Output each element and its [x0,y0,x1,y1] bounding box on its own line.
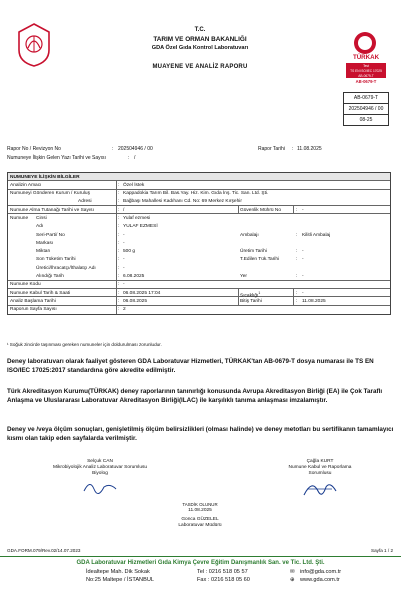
colon: : [296,274,298,280]
ref-label: Numuneye İlişkin Gelen Yazı Tarihi ve Sayısı [7,155,106,161]
sample-label: Numune [10,215,29,221]
type-label: Cinsi [36,215,47,221]
start-label: Analiz Başlama Tarihi [10,298,56,304]
colon: : [118,249,120,255]
temp-label-text: Sıcaklığı [240,293,259,299]
ministry-logo [16,22,52,68]
code-label: Numune Kodu [10,282,41,288]
signer-right-title2: Sorumlusu [308,471,332,476]
colon: : [296,207,298,213]
ref-colon: : [128,155,130,161]
sender-label: Numuneyi Gönderen Kurum / Kuruluş [10,191,90,197]
section-header: NUMUNEYE İLİŞKİN BİLGİLER [10,174,80,180]
place-label: Yer [240,274,248,280]
sample-info-table [7,172,391,315]
report-no-value: 202504946 / 00 [118,146,153,152]
signer-left-title1: Mikrobiyolojik Analiz Laboratuvar Sorumlusu [52,465,148,470]
turkak-logo [346,32,386,90]
signature-left-image [80,477,120,497]
table-row [8,190,390,198]
colon: : [118,240,120,246]
signature-right-image [298,477,342,501]
end-value: 11.08.2025 [302,298,326,304]
start-value: 06.08.2025 [123,298,148,304]
sender-value: Kappadokia Tarım Bil. Bas.Yay. Hiz. Kim. Gıda İnş. Tic. San. Ltd. Şti. [123,191,269,197]
origin-label: Üretici/İhracatçı/İthalatçı Adı [36,265,96,271]
header-lab: GDA Özel Gıda Kontrol Laboratuvarı [151,45,249,51]
results-paragraph: Deney ve /veya ölçüm sonuçları, genişletilmiş ölçüm belirsizlikleri (olması halinde) ve deney metotları bu sertifikanın tamamlayıcı kısmı olan takip eden sayfalarda verilmiştir. [7,426,394,442]
colon: : [118,290,120,296]
expiry-value: - [123,257,125,263]
company-name: GDA Laboratuvar Hizmetleri Gıda Kimya Çevre Eğitim Danışmanlık San. ve Tic. Ltd. Şti. [76,560,325,566]
manager-title: Laboratuvar Müdürü [178,523,222,528]
accept-label: Numune Kabul Tarih & Saati [10,290,71,296]
email-link[interactable]: info@gda.com.tr [300,569,342,575]
colon: : [296,298,298,304]
footer [0,556,401,586]
address-value: Bağbaşı Mahallesi Kadıhanı Cd. No: 69 Merkez Kırşehir [123,199,242,205]
name-value: YULAF EZMESİ [123,224,158,230]
accept-value: 06.08.2025 17:04 [123,290,161,296]
report-date-colon: : [292,146,294,152]
colon: : [118,274,120,280]
table-row [8,223,390,231]
colon: : [296,290,298,296]
colon: : [118,307,120,313]
fax: Fax : 0216 518 05 60 [197,577,250,583]
signer-right-name: Çağla KURT [306,459,334,464]
ref-value: / [134,155,136,161]
accreditation-box [343,92,389,126]
lot-value: - [123,232,125,238]
prod-value: - [302,249,304,255]
approval-heading: TASDİK OLUNUR [182,502,218,507]
qty-value: 500 g [123,249,136,255]
type-value: Yulaf ezmesi [123,215,151,221]
taken-value: 6.08.2025 [123,274,145,280]
table-row [8,181,390,189]
report-no-colon: : [112,146,114,152]
table-row [8,239,390,247]
packaging-value: Kilitli Ambalaj [302,232,331,238]
tedilen-label: T.Edilen Tük.Tarihi [240,257,280,263]
signer-right-title1: Numune Kabul ve Raporlama [288,465,352,470]
name-label: Adı [36,224,44,230]
table-row [8,306,390,314]
report-date-value: 11.08.2025 [297,146,322,152]
table-row [8,198,390,206]
colon: : [118,257,120,263]
table-row [8,231,390,239]
report-header [80,26,320,72]
origin-value: - [123,265,125,271]
accreditation-paragraph: Deney laboratuvarı olarak faaliyet gösteren GDA Laboratuvar Hizmetleri, TÜRKAK'tan AB-0679-T dosya numarası ile TS EN ISO/IEC 17025:2017 standardına göre akredite edilmiştir. [7,358,374,374]
web-icon: ⊕ [290,577,295,583]
turkak-circle-icon [354,32,376,54]
brand-value: - [123,240,125,246]
table-row [8,206,390,214]
colon: : [118,199,120,205]
brand-label: Markası [36,240,54,246]
lot-label: Seri-Parti/ No [36,232,65,238]
expiry-label: Son Tüketim Tarihi [36,257,76,263]
recognition-paragraph: Türk Akreditasyon Kurumu(TÜRKAK) deney raporlarının tanınırlığı konusunda Avrupa Akreditasyon Birliği (EA) ile Çok Taraflı Anlaşma ve Uluslararası Laboratuvar Akreditasyon Birliği(ILAC) ile karşılıklı tanıma anlaşması imzalamıştır. [7,388,383,404]
colon: : [118,232,120,238]
table-row [8,256,390,264]
table-row [8,214,390,222]
turkak-number: AB-0679-T [355,79,377,84]
seal-label: Güvenlik Mührü No [240,207,282,213]
record-label: Numune Alma Tutanağı Tarihi ve Sayısı [10,207,94,213]
table-row [8,273,390,281]
pages-value: 2 [123,307,126,313]
footnote: ¹ Soğuk zincirde taşınması gereken numuneler için doldurulması zorunludur. [7,342,162,347]
table-row [8,248,390,256]
taken-label: Alındığı Tarih [36,274,64,280]
code-value: - [123,282,125,288]
phone: Tel : 0216 518 05 57 [197,569,248,575]
approval-date: 11.08.2025 [188,508,212,513]
colon: : [118,282,120,288]
contact-grid [0,566,401,586]
header-ministry: TARIM VE ORMAN BAKANLIĞI [153,36,247,43]
pages-label: Raporun Sayfa Sayısı [10,307,57,313]
report-date-label: Rapor Tarihi [258,146,285,152]
colon: : [118,207,120,213]
colon: : [118,265,120,271]
colon: : [296,257,298,263]
report-no-label: Rapor No / Revizyon No [7,146,61,152]
table-row [8,297,390,305]
colon: : [118,298,120,304]
qty-label: Miktarı [36,249,51,255]
address-label: Adresi [78,199,92,205]
header-tc: T.C. [194,27,206,33]
prod-label: Üretim Tarihi [240,249,267,255]
seal-value: - [302,207,304,213]
turkak-band-text: Test TS EN ISO/IEC 17025 AB-0679-T [350,64,382,78]
temp-value: - [302,290,304,296]
email-icon: ✉ [290,569,295,575]
colon: : [296,232,298,238]
purpose-value: Özel İstek [123,182,145,188]
address-line-2: No:25 Maltepe / İSTANBUL [86,577,154,583]
record-value: / [123,207,125,213]
signature-center [130,502,270,529]
colon: : [118,191,120,197]
table-row [8,264,390,272]
signature-left [30,459,170,497]
turkak-name: TÜRKAK [352,54,380,61]
signer-left-name: Selçuk CAN [87,459,113,464]
temp-note: 1 [258,290,261,295]
signature-right [250,459,390,501]
end-label: Bitiş Tarihi [240,298,262,304]
report-title: MUAYENE VE ANALİZ RAPORU [152,64,248,70]
page-number: Sayfa 1 / 2 [371,548,393,553]
turkak-band [346,63,386,78]
colon: : [118,215,120,221]
place-value: - [302,274,304,280]
packaging-label: Ambalajı [240,232,259,238]
colon: : [118,224,120,230]
colon: : [118,182,120,188]
form-code: GDA.FORM.079/Rev.02/14.07.2023 [7,548,81,553]
signer-left-title2: Biyolog [92,471,108,476]
table-row [8,289,390,297]
manager-name: Gonca GÜZELEL [181,517,219,522]
ab-box-line-3: 08-25 [359,117,373,123]
ab-box-line-2: 202504946 / 00 [344,104,388,115]
address-line-1: İdealtepe Mah. Dik Sokak [86,569,150,575]
tedilen-value: - [302,257,304,263]
table-header-row [8,173,390,181]
table-row [8,281,390,289]
ab-box-line-1: AB-0679-T [344,93,388,104]
colon: : [296,249,298,255]
web-link[interactable]: www.gda.com.tr [300,577,340,583]
purpose-label: Analizin Amacı [10,182,42,188]
